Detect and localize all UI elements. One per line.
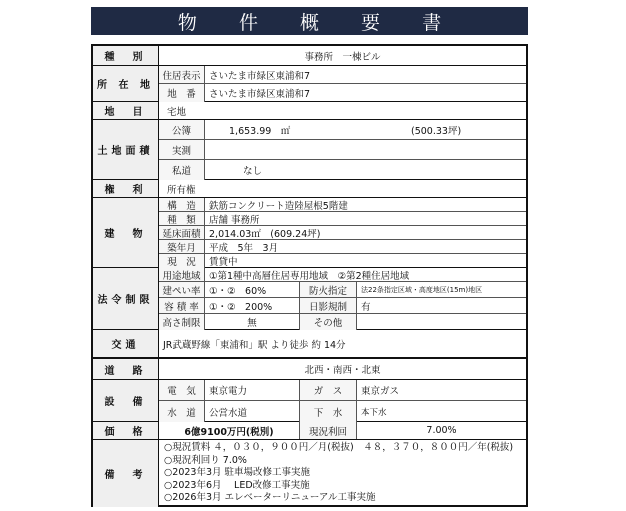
remarks-row [93,440,526,507]
land-category-label: 地 目 [93,102,159,119]
rights-row [93,180,526,198]
land-area-row [93,120,526,180]
type-label: 種 別 [93,46,159,65]
lot-label: 地 番 [159,84,205,102]
traffic-row [93,330,526,358]
remarks-label: 備 考 [93,440,159,507]
price-value: 6億9100万円(税別) [184,426,274,438]
land-category-value: 宅地 [167,106,187,118]
property-summary-table [91,44,528,507]
remark-line: ○2023年6月 LED改修工事実施 [164,479,310,491]
built-label: 築年月 [159,240,205,253]
sewer-value: 本下水 [361,407,387,418]
remark-line: ○2023年3月 駐車場改修工事実施 [164,467,311,478]
bcr-label: 建ぺい率 [159,282,205,297]
remarks-list [159,440,526,507]
facilities-row [93,380,526,422]
land-category-row [93,102,526,120]
registry-tsubo: (500.33坪) [411,125,462,137]
structure-label: 構 造 [159,198,205,211]
lot-value: さいたま市緑区東浦和7 [209,89,311,100]
water-value: 公営水道 [209,407,248,419]
road-value: 北西・南西・北東 [304,365,381,376]
type-row [93,46,526,66]
rights-value: 所有権 [167,184,196,196]
built-value: 平成 5年 3月 [209,242,279,254]
gas-label: ガ ス [299,380,357,400]
gas-value: 東京ガス [361,386,400,397]
location-row [93,66,526,102]
survey-label: 実測 [159,140,205,159]
yield-label: 現況利回 [299,422,357,439]
private-road-value: なし [243,166,263,177]
fire-value: 法22条指定区域・高度地区(15m)地区 [361,285,483,294]
electric-label: 電 気 [159,380,205,400]
private-road-label: 私道 [159,160,205,180]
legal-row [93,268,526,330]
residence-value: さいたま市緑区東浦和7 [209,70,311,82]
floor-area-value: 2,014.03㎡ (609.24坪) [209,228,321,240]
other-label: その他 [299,314,357,330]
document-title: 物 件 概 要 書 [91,7,528,35]
far-label: 容 積 率 [159,298,205,313]
fire-label: 防火指定 [299,282,357,297]
zoning-value: ①第1種中高層住居専用地域 ②第2種住居地域 [209,270,410,282]
remark-line: ○2026年3月 エレベーターリニューアル工事実施 [164,492,376,503]
kind-label: 種 類 [159,212,205,225]
traffic-label: 交通 [93,330,159,357]
shadow-label: 日影規制 [299,298,357,313]
sewer-label: 下 水 [299,401,357,422]
residence-label: 住居表示 [159,66,205,83]
price-label: 価 格 [93,422,159,439]
type-value: 事務所 一棟ビル [304,51,381,63]
status-label: 現 況 [159,254,205,268]
road-label: 道 路 [93,359,159,379]
rights-label: 権 利 [93,180,159,197]
far-value: ①・② 200% [209,301,273,313]
zoning-label: 用途地域 [159,268,205,281]
facilities-label: 設 備 [93,380,159,421]
kind-value: 店舗 事務所 [209,214,260,226]
traffic-value: JR武蔵野線「東浦和」駅 より徒歩 約 14分 [163,339,346,351]
water-label: 水 道 [159,401,205,422]
survey-value [205,140,209,159]
structure-value: 鉄筋コンクリート造陸屋根5階建 [209,200,348,212]
building-row [93,198,526,268]
shadow-value: 有 [361,301,371,313]
road-row [93,358,526,380]
floor-area-label: 延床面積 [159,226,205,239]
other-value [357,314,361,330]
building-label: 建 物 [93,198,159,267]
electric-value: 東京電力 [209,386,248,397]
status-value: 賃貸中 [209,257,238,268]
registry-label: 公簿 [159,120,205,139]
price-row [93,422,526,440]
yield-value: 7.00% [426,425,457,436]
height-label: 高さ制限 [159,314,205,330]
location-label: 所 在 地 [93,66,159,101]
remark-line: ○現況利回り 7.0% [164,454,247,466]
legal-label: 法令制限 [93,268,159,329]
height-value: 無 [247,318,257,329]
registry-value: 1,653.99 ㎡ [229,125,291,137]
remark-line: ○現況賃料 ４，０３０，９００円／月(税抜) ４８，３７０，８００円／年(税抜) [164,442,514,453]
bcr-value: ①・② 60% [209,285,267,297]
land-area-label: 土地面積 [93,120,159,179]
